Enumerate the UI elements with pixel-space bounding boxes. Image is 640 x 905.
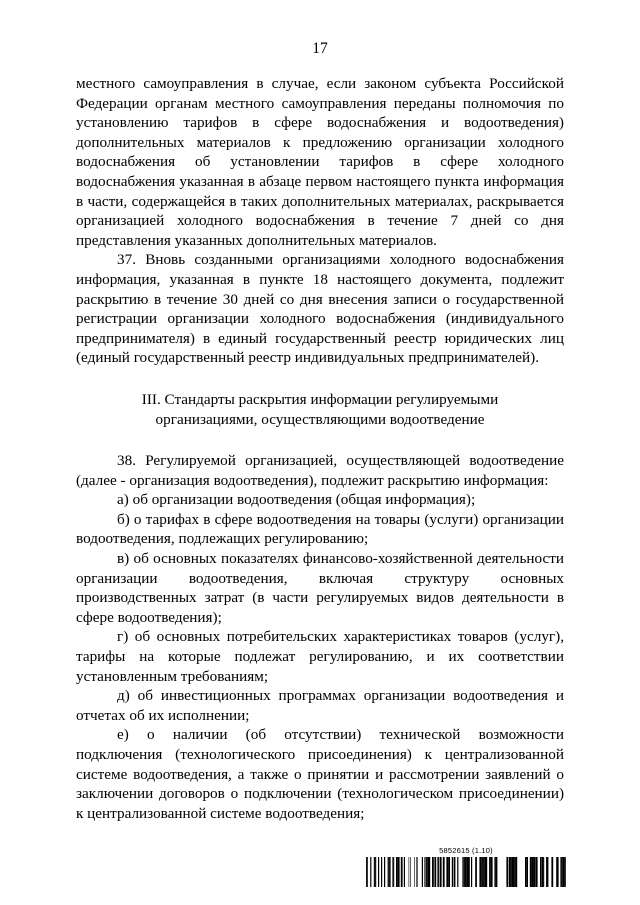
barcode-icon: [366, 857, 566, 887]
list-item: а) об организации водоотведения (общая информация);: [117, 491, 476, 509]
section-title-line: организациями, осуществляющими водоотведение: [155, 410, 485, 428]
paragraph: 37. Вновь созданными организациями холодного водоснабжения информация, указанная в пункте 18 настоящего документа, подлежит раскрытию в течение 30 дней со дня внесения записи о государственной регистрации организации холодного водоснабжения (индивидуального предпринимателя) в единый государственный реестр юридических лиц (единый государственный реестр индивидуальных предпринимателей).: [76, 251, 564, 367]
paragraph: 38. Регулируемой организацией, осуществляющей водоотведение (далее - организация водоотведения), подлежит раскрытию информация:: [76, 452, 564, 489]
page-number: 17: [312, 40, 328, 57]
list-item: е) о наличии (об отсутствии) технической возможности подключения (технологического присоединения) к централизованной системе водоотведения, а также о принятии и рассмотрении заявлений о заключении договоров о подключении (технологическом присоединении) к централизованной системе водоотведения;: [76, 726, 564, 822]
barcode-block: [366, 846, 566, 887]
list-item: г) об основных потребительских характеристиках товаров (услуг), тарифы на которые подлежат регулированию, и их соответствии установленным требованиям;: [76, 628, 564, 685]
section-title-line: III. Стандарты раскрытия информации регулируемыми: [141, 390, 499, 408]
list-item: в) об основных показателях финансово-хозяйственной деятельности организации водоотведения, включая структуру основных производственных затрат (в части регулируемых видов деятельности в сфере водоотведения);: [76, 550, 564, 626]
paragraph: местного самоуправления в случае, если законом субъекта Российской Федерации органам местного самоуправления переданы полномочия по установлению тарифов в сфере водоснабжения и водоотведения) дополнительных материалов к предложению организации холодного водоснабжения об установлении тарифов в сфере холодного водоснабжения указанная в абзаце первом настоящего пункта информация в части, содержащейся в таких дополнительных материалах, раскрывается организацией холодного водоснабжения в течение 7 дней со дня представления указанных дополнительных материалов.: [76, 75, 564, 249]
barcode-id: 5852615 (1.10): [439, 846, 493, 855]
list-item: б) о тарифах в сфере водоотведения на товары (услуги) организации водоотведения, подлежащих регулированию;: [76, 510, 564, 548]
section-title: [76, 390, 564, 429]
document-body: [76, 74, 564, 823]
list-item: д) об инвестиционных программах организации водоотведения и отчетах об их исполнении;: [76, 687, 564, 724]
